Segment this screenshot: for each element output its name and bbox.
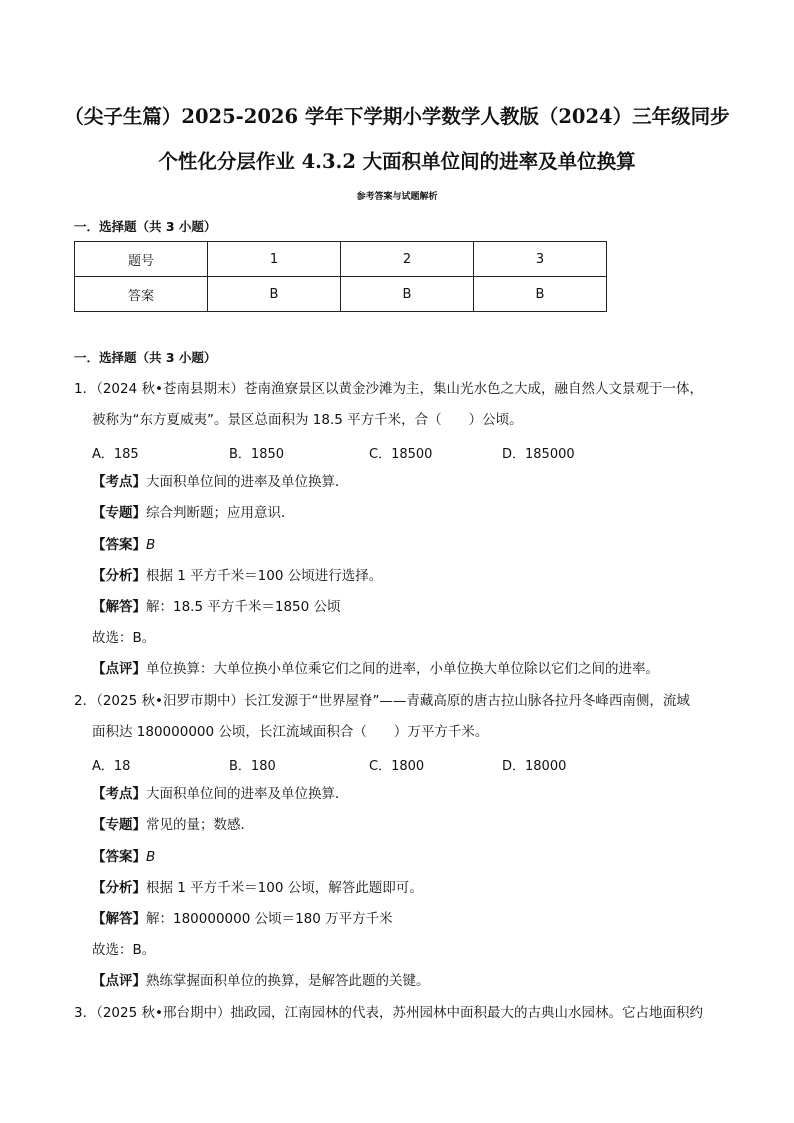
kaodian-text: 大面积单位间的进率及单位换算． — [146, 474, 349, 490]
table-row — [75, 277, 607, 312]
kaodian-text: 大面积单位间的进率及单位换算． — [146, 786, 349, 802]
option-d: D．18000 — [502, 759, 567, 774]
option-a: A．18 — [92, 759, 131, 774]
question-2-text-line1: 2．（2025 秋•汨罗市期中）长江发源于“世界屋脊”——青藏高原的唐古拉山脉各拉丹冬峰西南侧，流域 — [74, 693, 690, 709]
jieda-text: 解：180000000 公顷＝180 万平方千米 — [146, 911, 393, 927]
section-heading-summary: 一．选择题（共 3 小题） — [74, 219, 217, 234]
zhuanti-tag: 【专题】 — [92, 817, 146, 833]
question-2-text-line2: 面积达 180000000 公顷，长江流域面积合（ ）万平方千米。 — [92, 724, 489, 740]
kaodian-tag: 【考点】 — [92, 474, 146, 490]
table-row-header: 答案 — [75, 277, 208, 312]
option-a: A．185 — [92, 447, 139, 462]
question-1-kaodian — [92, 472, 349, 492]
dianping-tag: 【点评】 — [92, 973, 146, 989]
fenxi-text: 根据 1 平方千米＝100 公顷，解答此题即可。 — [146, 880, 423, 896]
option-c: C．18500 — [369, 447, 433, 462]
dianping-text: 单位换算：大单位换小单位乘它们之间的进率，小单位换大单位除以它们之间的进率。 — [146, 661, 659, 677]
document-title-line1: （尖子生篇）2025-2026 学年下学期小学数学人教版（2024）三年级同步 — [64, 105, 730, 128]
question-2-fenxi — [92, 878, 423, 898]
answer-table — [74, 241, 607, 312]
table-cell-number: 2 — [341, 242, 474, 277]
fenxi-text: 根据 1 平方千米＝100 公顷进行选择。 — [146, 568, 383, 584]
question-1-text-line1: 1．（2024 秋•苍南县期末）苍南渔寮景区以黄金沙滩为主，集山光水色之大成，融自然人文景观于一体， — [74, 381, 703, 397]
option-d: D．185000 — [502, 447, 575, 462]
question-2-guxuan: 故选：B。 — [92, 942, 156, 958]
jieda-tag: 【解答】 — [92, 911, 146, 927]
question-2-jieda — [92, 909, 393, 929]
option-c: C．1800 — [369, 759, 425, 774]
kaodian-tag: 【考点】 — [92, 786, 146, 802]
jieda-text: 解：18.5 平方千米＝1850 公顷 — [146, 599, 341, 615]
table-cell-answer: B — [341, 277, 474, 312]
table-row-header: 题号 — [75, 242, 208, 277]
zhuanti-text: 综合判断题；应用意识． — [146, 505, 295, 521]
question-2-answer — [92, 847, 155, 867]
daan-text: B — [146, 537, 156, 553]
daan-tag: 【答案】 — [92, 537, 146, 553]
document-subtitle: 参考答案与试题解析 — [356, 192, 438, 202]
daan-tag: 【答案】 — [92, 849, 146, 865]
zhuanti-text: 常见的量；数感． — [146, 817, 254, 833]
question-1-zhuanti — [92, 503, 295, 523]
dianping-tag: 【点评】 — [92, 661, 146, 677]
table-row — [75, 242, 607, 277]
jieda-tag: 【解答】 — [92, 599, 146, 615]
question-1-dianping — [92, 659, 659, 679]
question-2-kaodian — [92, 784, 349, 804]
table-cell-answer: B — [208, 277, 341, 312]
question-1-guxuan: 故选：B。 — [92, 630, 156, 646]
question-1-text-line2: 被称为“东方夏威夷”。景区总面积为 18.5 平方千米，合（ ）公顷。 — [92, 412, 523, 428]
question-1-fenxi — [92, 566, 382, 586]
question-3-text-line1: 3．（2025 秋•邢台期中）拙政园，江南园林的代表，苏州园林中面积最大的古典山水园林。它占地面积约 — [74, 1005, 703, 1021]
table-cell-number: 1 — [208, 242, 341, 277]
option-b: B．1850 — [229, 447, 285, 462]
section-heading-detail: 一．选择题（共 3 小题） — [74, 350, 217, 365]
table-cell-answer: B — [474, 277, 607, 312]
question-1-answer — [92, 535, 155, 555]
table-cell-number: 3 — [474, 242, 607, 277]
fenxi-tag: 【分析】 — [92, 568, 146, 584]
option-b: B．180 — [229, 759, 276, 774]
question-2-zhuanti — [92, 815, 254, 835]
zhuanti-tag: 【专题】 — [92, 505, 146, 521]
question-1-jieda — [92, 597, 341, 617]
fenxi-tag: 【分析】 — [92, 880, 146, 896]
document-title-line2: 个性化分层作业 4.3.2 大面积单位间的进率及单位换算 — [158, 150, 636, 173]
question-2-dianping — [92, 971, 430, 991]
dianping-text: 熟练掌握面积单位的换算，是解答此题的关键。 — [146, 973, 430, 989]
daan-text: B — [146, 849, 156, 865]
